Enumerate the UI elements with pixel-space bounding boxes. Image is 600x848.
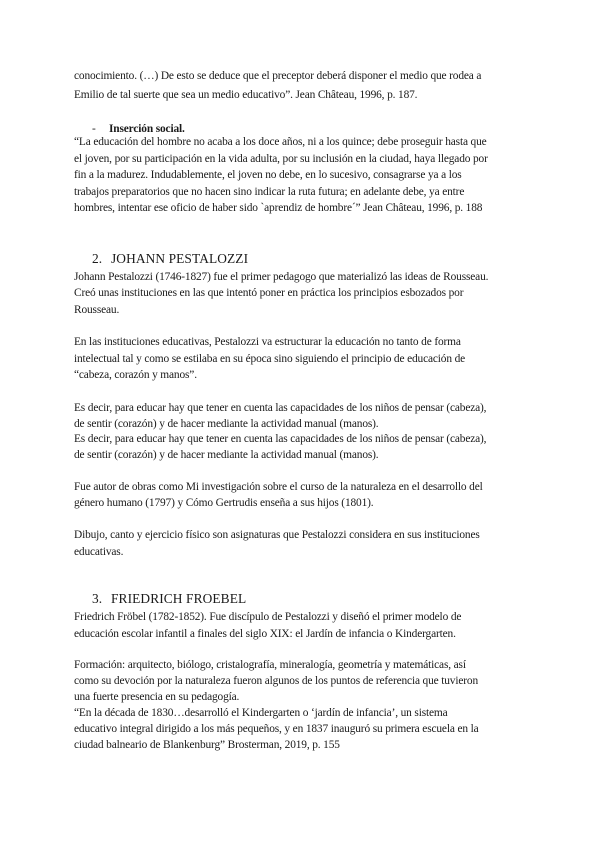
paragraph-line: En las instituciones educativas, Pestalozzi va estructurar la educación no tanto de forma: [74, 336, 461, 348]
quote-line: “La educación del hombre no acaba a los doce años, ni a los quince; debe proseguir hasta que: [74, 136, 487, 148]
paragraph-line: Friedrich Fröbel (1782-1852). Fue discípulo de Pestalozzi y diseñó el primer modelo de: [74, 611, 462, 623]
paragraph-line: educación escolar infantil a finales del siglo XIX: el Jardín de infancia o Kindergarten.: [74, 628, 456, 640]
paragraph-line: educativas.: [74, 546, 124, 558]
section-number: 2.: [92, 251, 103, 266]
bullet-dash: -: [92, 123, 96, 135]
paragraph-line: género humano (1797) y Cómo Gertrudis enseña a sus hijos (1801).: [74, 497, 374, 509]
quote-line: trabajos preparatorios que no hacen sino indicar la ruta futura; en adelante debe, ya entre: [74, 186, 465, 198]
paragraph-line: educativo integral dirigido a los más pequeños, y en 1837 inauguró su primera escuela en la: [74, 723, 479, 735]
paragraph-line: Rousseau.: [74, 304, 120, 316]
paragraph-line: Formación: arquitecto, biólogo, cristalografía, mineralogía, geometría y matemáticas, así: [74, 659, 466, 671]
paragraph-line: ciudad balneario de Blankenburg” Brosterman, 2019, p. 155: [74, 739, 340, 751]
quote-line: hombres, intentar ese oficio de haber sido `aprendiz de hombre´” Jean Château, 1996, p. 188: [74, 202, 483, 214]
section-number: 3.: [92, 591, 103, 606]
quote-line: el joven, por su participación en la vida adulta, por su inclusión en la ciudad, haya llegado por: [74, 153, 488, 165]
paragraph-line: Es decir, para educar hay que tener en cuenta las capacidades de los niños de pensar (cabeza),: [74, 402, 487, 414]
paragraph-line: de sentir (corazón) y de hacer mediante la actividad manual (manos).: [74, 449, 379, 461]
paragraph-line: Es decir, para educar hay que tener en cuenta las capacidades de los niños de pensar (cabeza),: [74, 433, 487, 445]
paragraph-line: una fuerte presencia en su pedagogía.: [74, 691, 240, 703]
intro-line: Emilio de tal suerte que sea un medio educativo”. Jean Château, 1996, p. 187.: [74, 89, 418, 101]
paragraph-line: Dibujo, canto y ejercicio físico son asignaturas que Pestalozzi considera en sus instituciones: [74, 529, 480, 541]
section-heading-pestalozzi: JOHANN PESTALOZZI: [111, 251, 249, 266]
intro-line: conocimiento. (…) De esto se deduce que el preceptor deberá disponer el medio que rodea a: [74, 70, 482, 82]
paragraph-line: de sentir (corazón) y de hacer mediante la actividad manual (manos).: [74, 418, 379, 430]
paragraph-line: Johann Pestalozzi (1746-1827) fue el primer pedagogo que materializó las ideas de Rousseau.: [74, 271, 489, 283]
paragraph-line: Fue autor de obras como Mi investigación sobre el curso de la naturaleza en el desarrollo del: [74, 481, 483, 493]
paragraph-line: “cabeza, corazón y manos”.: [74, 369, 197, 381]
quote-line: fin a la madurez. Indudablemente, el joven no debe, en lo sucesivo, consagrarse ya a los: [74, 169, 462, 181]
paragraph-line: intelectual tal y como se estilaba en su época sino siguiendo el principio de educación de: [74, 353, 466, 365]
paragraph-line: Creó unas instituciones en las que intentó poner en práctica los principios esbozados por: [74, 287, 464, 299]
insercion-title: Inserción social.: [109, 123, 185, 135]
paragraph-line: como su devoción por la naturaleza fueron algunos de los puntos de referencia que tuvieron: [74, 675, 479, 687]
paragraph-line: “En la década de 1830…desarrolló el Kindergarten o ‘jardín de infancia’, un sistema: [74, 707, 448, 719]
section-heading-froebel: FRIEDRICH FROEBEL: [111, 591, 247, 606]
